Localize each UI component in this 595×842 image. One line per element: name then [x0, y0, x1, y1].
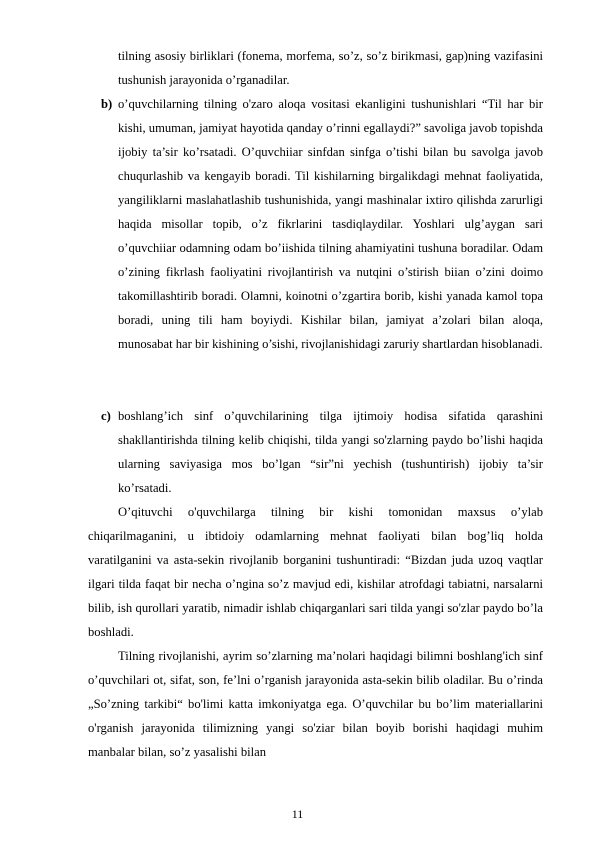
intro-paragraph: tilning asosiy birliklari (fonema, morfema, so’z, so’z birikmasi, gap)ning vazifasini tushunish jarayonida o’rganadilar.: [118, 49, 543, 87]
list-item-b-text: o’quvchilarning tilning o'zaro aloqa vositasi ekanligini tushunishlari “Til har bir kishi, umuman, jamiyat hayotida qanday o’rinni egallaydi?” savoliga javob topishda ijobiy ta’sir ko’rsatadi. O’quvchiiar sinfdan sinfga o’tishi bilan bu savolga javob chuqurlashib va kengayib boradi. Til kishilarning birgalikdagi mehnat faoliyatida, yangiliklarni maslahatlashib tushunishida, yangi mashinalar ixtiro qilishda zarurligi haqida misollar topib, o’z fikrlarini tasdiqlaydilar. Yoshlari ulg’aygan sari o’quvchiiar odamning odam bo’iishida tilning ahamiyatini tushuna boradilar. Odam o’zining fikrlash faoliyatini rivojlantirish va nutqini o’stirish biian o’zini doimo takomillashtirib boradi. Olamni, koinotni o’zgartira borib, kishi yanada kamol topa boradi, uning tili ham boyiydi. Kishilar bilan, jamiyat a’zolari bilan aloqa, munosabat har bir kishining o’sishi, rivojlanishidagi zaruriy shartlardan hisoblanadi.: [118, 97, 543, 351]
body-paragraph-1: O’qituvchi o'quvchilarga tilning bir kishi tomonidan maxsus o’ylab chiqarilmaganini, u ibtidoiy odamlarning mehnat faoliyati bilan bog’liq holda varatilganini va asta-sekin rivojlanib borganini tushuntiradi: “Bizdan juda uzoq vaqtlar ilgari tilda faqat bir necha o’ngina so’z mavjud edi, kishilar atrofdagi tabiatni, narsalarni bilib, ish qurollari yaratib, nimadir ishlab chiqarganlari sari tilda yangi so'zlar paydo bo’la boshladi.: [88, 505, 543, 639]
page-number: 11: [291, 807, 304, 821]
list-marker-b: b): [101, 97, 113, 111]
list-item-c-text: boshlang’ich sinf o’quvchilarining tilga ijtimoiy hodisa sifatida qarashini shakllantirishda tilning kelib chiqishi, tilda yangi so'zlarning paydo bo’lishi haqida ularning saviyasiga mos bo’lgan “sir”ni yechish (tushuntirish) ijobiy ta’sir ko’rsatadi.: [118, 409, 543, 495]
body-paragraph-2: Tilning rivojlanishi, ayrim so’zlarning ma’nolari haqidagi bilimni boshlang'ich sinf o’quvchilari ot, sifat, son, fe’lni o’rganish jarayonida asta-sekin bilib oladilar. Bu o’rinda „So’zning tarkibi“ bo'limi katta imkoniyatga ega. O’quvchilar bu bo’lim materiallarini o'rganish jarayonida tilimizning yangi so'ziar bilan boyib borishi haqidagi muhim manbalar bilan, so’z yasalishi bilan: [88, 649, 543, 759]
list-marker-c: c): [101, 409, 111, 423]
